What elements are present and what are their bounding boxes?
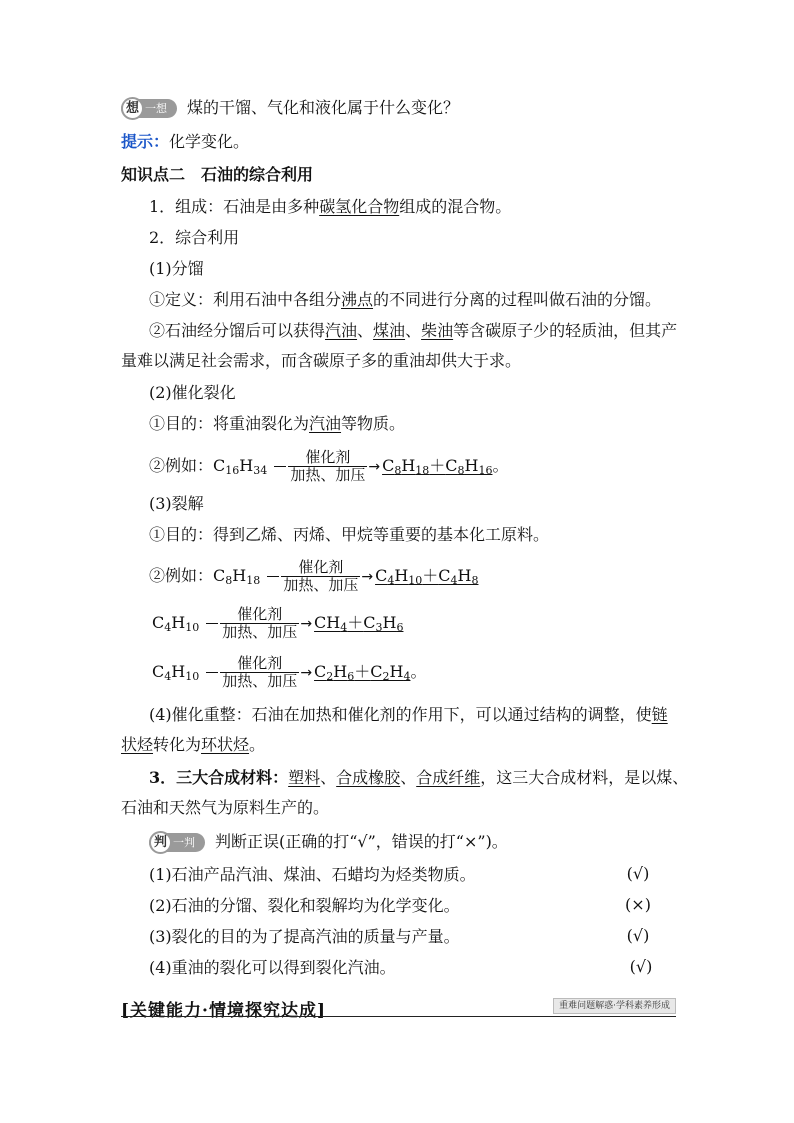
think-badge-text: 一想: [145, 102, 167, 115]
synthetic-line1: [149, 767, 709, 789]
judge-line: [149, 831, 709, 853]
hint-text: 化学变化。: [169, 132, 250, 151]
composition-line: [149, 196, 709, 218]
usage-title: 2．综合利用: [149, 228, 240, 247]
judge-mark-4: (√): [629, 957, 653, 976]
cracking-reaction: [149, 446, 709, 486]
judge-badge-circle: 判: [149, 831, 172, 854]
condition-catalyst: 催化剂: [305, 448, 351, 466]
reactant-formula: $C_8H_{18}$: [213, 566, 261, 587]
example-label: ②例如：: [149, 566, 214, 585]
deep-cracking-reaction-3: [152, 652, 712, 692]
section-footer-bar: [121, 996, 676, 1021]
period: 。: [410, 662, 427, 681]
judge-mark-3: (√): [626, 926, 650, 945]
judge-badge-text: 一判: [173, 836, 195, 849]
think-badge-circle: 想: [121, 97, 144, 120]
think-question-line: [121, 97, 681, 119]
judge-badge: [149, 833, 205, 852]
synthetic-post: ，这三大合成材料，是以煤、: [480, 768, 689, 787]
product-formula: $C_4H_{10}+C_4H_8$: [375, 566, 479, 587]
judge-mark-1: (√): [626, 864, 650, 883]
cracking-purpose-pre: ①目的：将重油裂化为: [149, 414, 310, 433]
footer-tag: 重难问题解惑·学科素养形成: [553, 998, 676, 1014]
section-title: 知识点二 石油的综合利用: [121, 165, 314, 184]
answer-chain: 链: [651, 705, 668, 724]
composition-post: 组成的混合物。: [399, 197, 512, 216]
reforming-line2: [121, 734, 681, 756]
sep: 、: [320, 768, 337, 787]
fractionation-def-answer: 沸点: [341, 290, 374, 309]
reaction-arrow: 催化剂 加热、加压 →: [206, 653, 312, 693]
answer-chain-hydrocarbon: 状烃: [121, 735, 154, 754]
fractionation-example-line2: 量难以满足社会需求，而含碳原子多的重油却供大于求。: [121, 351, 522, 370]
reactant-formula: $C_{16}H_{34}$: [213, 456, 268, 477]
judge-item-2: (2)石油的分馏、裂化和裂解均为化学变化。: [149, 896, 460, 915]
deep-cracking-reaction-2: [152, 603, 712, 643]
deep-cracking-reaction-1: [149, 556, 709, 596]
cracking-purpose-post: 等物质。: [341, 414, 406, 433]
cracking-title: (2)催化裂化: [149, 383, 236, 402]
cracking-purpose-answer: 汽油: [309, 414, 342, 433]
reactant-formula: $C_4H_{10}$: [152, 662, 200, 683]
footer-section-title: [关键能力·情境探究达成]: [121, 1001, 327, 1021]
cracking-purpose: [149, 413, 709, 435]
answer-gasoline: 汽油: [325, 321, 358, 340]
judge-item-3: (3)裂化的目的为了提高汽油的质量与产量。: [149, 927, 460, 946]
deep-cracking-purpose: ①目的：得到乙烯、丙烯、甲烷等重要的基本化工原料。: [149, 525, 550, 544]
fractionation-definition: [149, 289, 709, 311]
reforming-mid: 转化为: [153, 735, 202, 754]
product-formula: $C_8H_{18}+C_8H_{16}$: [382, 456, 493, 477]
footer-divider: [121, 1016, 676, 1017]
answer-rubber: 合成橡胶: [336, 768, 401, 787]
period: 。: [249, 735, 266, 754]
hint-label: 提示：: [121, 132, 170, 151]
composition-answer: 碳氢化合物: [319, 197, 400, 216]
reactant-formula: $C_4H_{10}$: [152, 613, 200, 634]
deep-cracking-title: (3)裂解: [149, 494, 204, 513]
period: 。: [492, 456, 509, 475]
sep: 、: [357, 321, 374, 340]
product-formula: $C_2H_6+C_2H_4$: [314, 662, 411, 683]
reaction-arrow: 催化剂 加热、加压 →: [274, 447, 380, 487]
sep: 、: [405, 321, 422, 340]
reaction-arrow: 催化剂 加热、加压 →: [267, 557, 373, 597]
example-label: ②例如：: [149, 456, 214, 475]
answer-kerosene: 煤油: [373, 321, 406, 340]
synthetic-label: 3．三大合成材料：: [149, 768, 289, 787]
answer-fiber: 合成纤维: [416, 768, 481, 787]
fractionation-ex-pre: ②石油经分馏后可以获得: [149, 321, 326, 340]
hint-line: [121, 131, 681, 153]
judge-item-1: (1)石油产品汽油、煤油、石蜡均为烃类物质。: [149, 865, 476, 884]
fractionation-def-post: 的不同进行分离的过程叫做石油的分馏。: [373, 290, 662, 309]
judge-instruction: 判断正误(正确的打“√”，错误的打“×”)。: [215, 832, 508, 851]
sep: 、: [400, 768, 417, 787]
think-question: 煤的干馏、气化和液化属于什么变化？: [187, 98, 460, 117]
reaction-arrow: 催化剂 加热、加压 →: [206, 604, 312, 644]
judge-mark-2: (×): [625, 895, 651, 914]
judge-item-4: (4)重油的裂化可以得到裂化汽油。: [149, 958, 396, 977]
fractionation-ex-post: 等含碳原子少的轻质油，但其产: [453, 321, 678, 340]
composition-pre: 1．组成：石油是由多种: [149, 197, 320, 216]
think-badge: [121, 99, 177, 118]
answer-plastic: 塑料: [288, 768, 321, 787]
reforming-line1: [149, 704, 709, 726]
condition-heat-pressure: 加热、加压: [290, 466, 366, 484]
fractionation-title: (1)分馏: [149, 259, 204, 278]
answer-cyclic-hydrocarbon: 环状烃: [201, 735, 250, 754]
reforming-pre: (4)催化重整：石油在加热和催化剂的作用下，可以通过结构的调整，使: [149, 705, 652, 724]
answer-diesel: 柴油: [421, 321, 454, 340]
synthetic-line2: 石油和天然气为原料生产的。: [121, 798, 330, 817]
fractionation-def-pre: ①定义：利用石油中各组分: [149, 290, 342, 309]
fractionation-example: [149, 320, 709, 342]
product-formula: $CH_4+C_3H_6$: [314, 613, 404, 634]
